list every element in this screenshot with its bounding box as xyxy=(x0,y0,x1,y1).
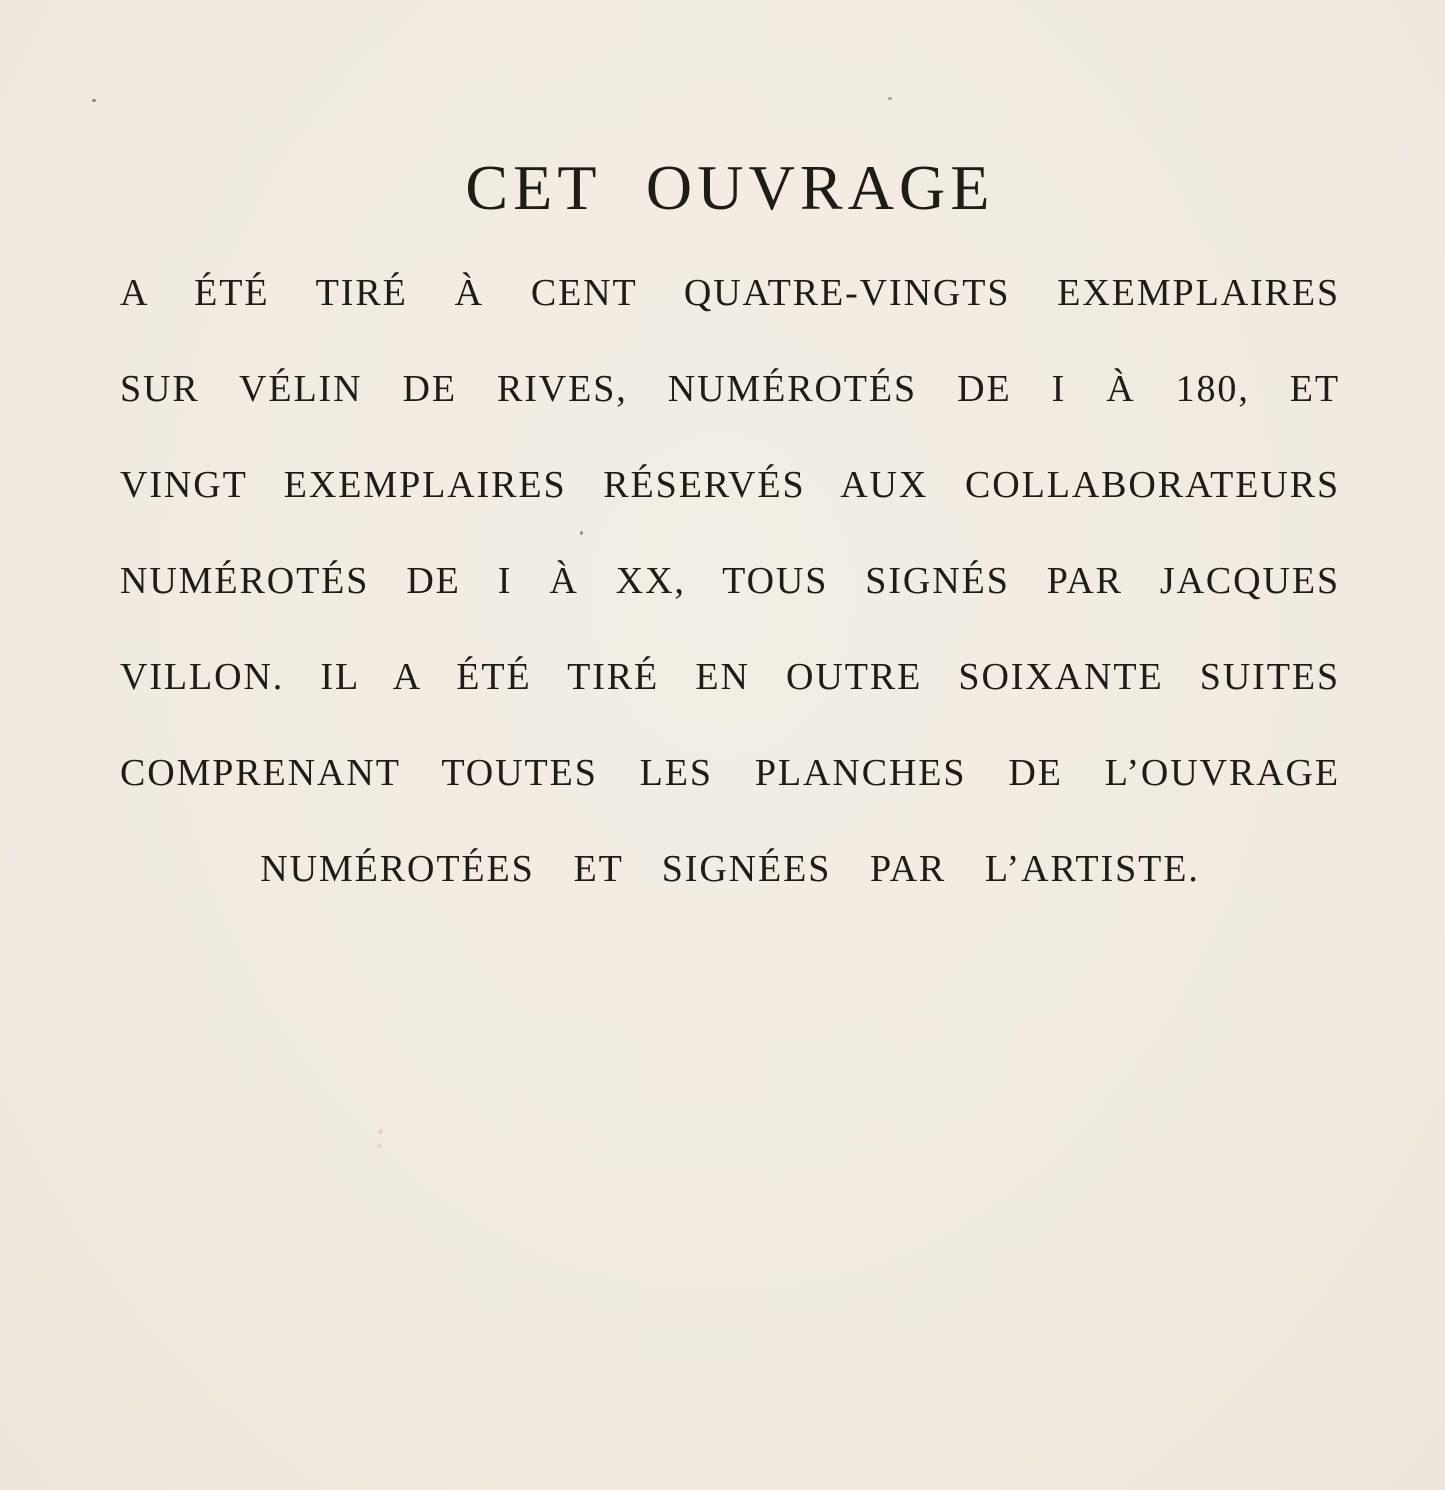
colophon-line-6: COMPRENANT TOUTES LES PLANCHES DE L’OUVRAGE xyxy=(120,752,1340,794)
paper-speck xyxy=(378,1129,383,1134)
paper-speck xyxy=(377,1144,382,1148)
colophon-line-2: SUR VÉLIN DE RIVES, NUMÉROTÉS DE I À 180, ET xyxy=(120,368,1340,410)
paper-speck xyxy=(888,97,892,100)
colophon-line-1: A ÉTÉ TIRÉ À CENT QUATRE-VINGTS EXEMPLAIRES xyxy=(120,272,1340,314)
paper-speck xyxy=(92,99,96,102)
colophon-line-4: NUMÉROTÉS DE I À XX, TOUS SIGNÉS PAR JACQUES xyxy=(120,560,1340,602)
colophon-body xyxy=(120,245,1340,917)
colophon-line-5: VILLON. IL A ÉTÉ TIRÉ EN OUTRE SOIXANTE SUITES xyxy=(120,656,1340,698)
colophon-line-3: VINGT EXEMPLAIRES RÉSERVÉS AUX COLLABORATEURS xyxy=(120,464,1340,506)
colophon-last-line: NUMÉROTÉES ET SIGNÉES PAR L’ARTISTE. xyxy=(260,848,1200,890)
colophon-title: CET OUVRAGE xyxy=(465,152,995,223)
